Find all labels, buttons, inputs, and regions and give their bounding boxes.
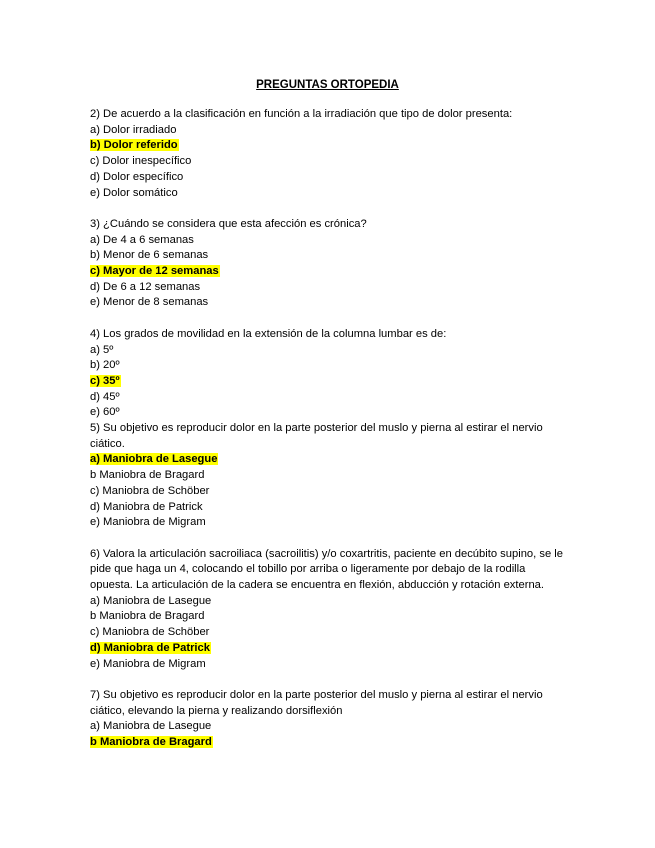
question-7-option-a: a) Maniobra de Lasegue	[90, 720, 212, 733]
question-4-option-a: a) 5º	[90, 343, 114, 356]
question-5-option-d: d) Maniobra de Patrick	[90, 500, 203, 513]
answer-highlight: d) Maniobra de Patrick	[90, 641, 210, 654]
question-3-option-d: d) De 6 a 12 semanas	[90, 280, 201, 293]
question-6-option-b: b Maniobra de Bragard	[90, 610, 205, 623]
answer-highlight: b) Dolor referido	[90, 139, 178, 152]
answer-highlight: c) 35º	[90, 374, 120, 387]
question-3-option-a: a) De 4 a 6 semanas	[90, 233, 194, 246]
question-2-option-e: e) Dolor somático	[90, 186, 178, 199]
question-4-text: 4) Los grados de movilidad en la extensión de la columna lumbar es de:	[90, 327, 447, 340]
question-2-option-c: c) Dolor inespecífico	[90, 155, 192, 168]
question-3-option-b: b) Menor de 6 semanas	[90, 249, 209, 262]
question-7-option-b-correct	[90, 735, 570, 751]
question-4-option-d: d) 45º	[90, 390, 120, 403]
question-2-option-b-correct	[90, 138, 570, 154]
answer-highlight: c) Mayor de 12 semanas	[90, 265, 219, 278]
question-3-option-e: e) Menor de 8 semanas	[90, 296, 209, 309]
question-4-option-e: e) 60º	[90, 406, 120, 419]
question-list	[90, 107, 570, 751]
question-6-text: 6) Valora la articulación sacroiliaca (sacroilitis) y/o coxartritis, paciente en decúbito supino, se le pide que haga un 4, colocando el tobillo por arriba o ligeramente por debajo de la rodilla opuesta. La articulación de la cadera se encuentra en flexión, abducción y rotación externa.	[90, 547, 563, 592]
question-5-option-a-correct	[90, 452, 570, 468]
question-2-option-d: d) Dolor específico	[90, 170, 184, 183]
spacer	[90, 672, 570, 688]
question-4-option-b: b) 20º	[90, 359, 120, 372]
page-title: PREGUNTAS ORTOPEDIA	[256, 79, 399, 91]
question-5-option-c: c) Maniobra de Schöber	[90, 484, 210, 497]
question-5-option-e: e) Maniobra de Migram	[90, 516, 206, 529]
spacer	[90, 311, 570, 327]
question-6-option-d-correct	[90, 641, 570, 657]
spacer	[90, 531, 570, 547]
spacer	[90, 201, 570, 217]
question-3-text: 3) ¿Cuándo se considera que esta afección es crónica?	[90, 217, 367, 230]
question-6-option-e: e) Maniobra de Migram	[90, 657, 206, 670]
answer-highlight: a) Maniobra de Lasegue	[90, 453, 218, 466]
question-7-text: 7) Su objetivo es reproducir dolor en la parte posterior del muslo y pierna al estirar el nervio ciático, elevando la pierna y realizando dorsiflexión	[90, 688, 543, 717]
question-2-text: 2) De acuerdo a la clasificación en función a la irradiación que tipo de dolor presenta:	[90, 108, 513, 120]
question-5-text: 5) Su objetivo es reproducir dolor en la parte posterior del muslo y pierna al estirar el nervio ciático.	[90, 422, 543, 450]
answer-highlight: b Maniobra de Bragard	[90, 736, 212, 749]
question-2-option-a: a) Dolor irradiado	[90, 123, 177, 136]
question-4-option-c-correct	[90, 374, 570, 390]
question-6-option-a: a) Maniobra de Lasegue	[90, 594, 212, 607]
question-3-option-c-correct	[90, 264, 570, 280]
question-6-option-c: c) Maniobra de Schöber	[90, 626, 210, 639]
question-5-option-b: b Maniobra de Bragard	[90, 469, 205, 482]
